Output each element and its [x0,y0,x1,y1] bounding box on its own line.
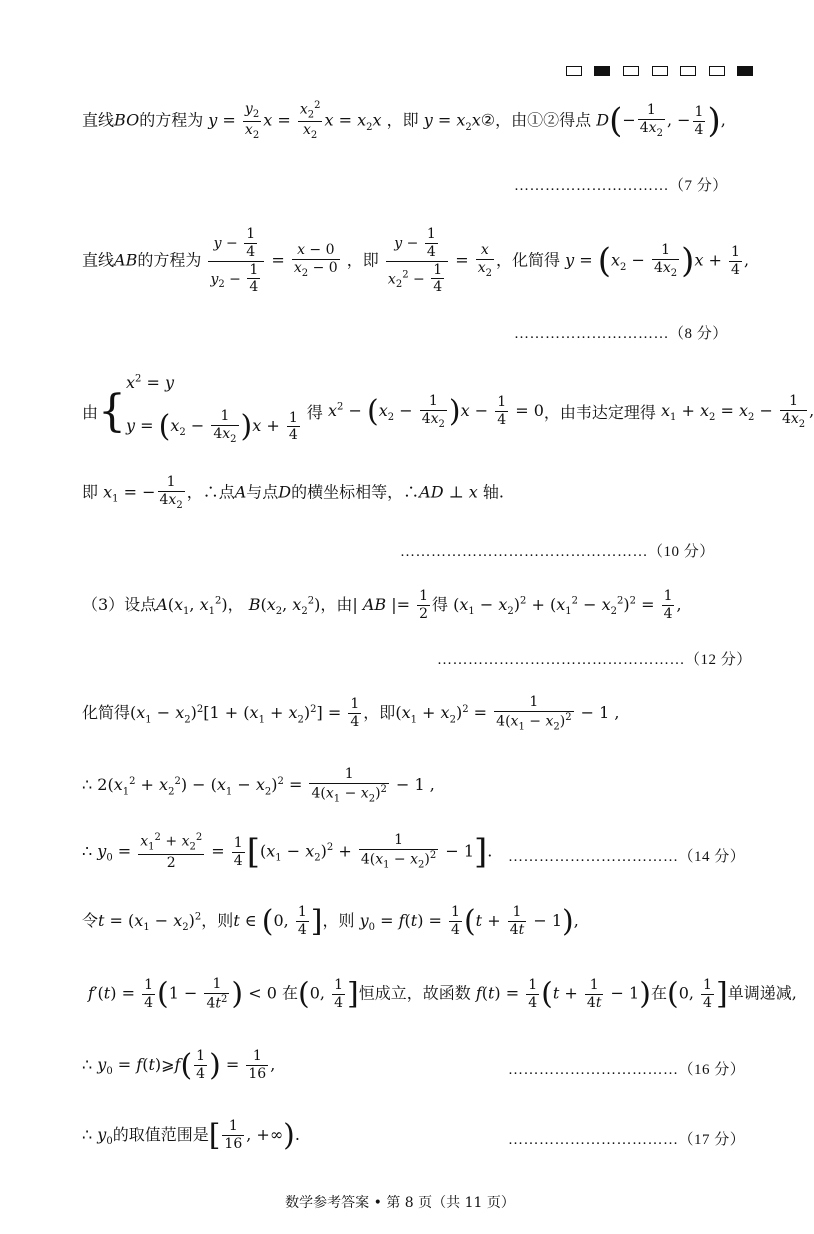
system-equation: 由{ $x^2 = y$ $y = (x_2$ − $\frac{1}{4x_2}$ )x + $\frac{1}{4}$ 得 $x^2 - (x_2$ − $\frac{1}{4x_2}$ )x − $\frac{1}{4}$ = 0，由韦达定理得 $x_1 + x_2 = x_2$ − $\frac{1}{4x_2}$ , [82,373,814,445]
line-conclusion-ad: 即 $x_1$ = − $\frac{1}{4x_2}$ ，∴点A与点D的横坐标相等，∴AD ⊥ x 轴. [82,474,504,511]
score-marker: …………………………（8 分） [514,326,728,342]
indicator-box [566,66,582,76]
derivative-line: f′(t) = $\frac{1}{4}$ (1 − $\frac{1}{4t^2}$ ) < 0 在(0, $\frac{1}{4}$ ]恒成立，故函数 f(t) = $\frac{1}{4}$ (t + $\frac{1}{4t}$ − 1)在(0, $\frac{1}{4}$ ]单调递减, [88,976,797,1012]
minimum-line: ∴ $y_0$ = f(t)⩾f( $\frac{1}{4}$ ) = $\frac{1}{16}$ , [82,1048,276,1083]
range-line: ∴ $y_0$的取值范围是[ $\frac{1}{16}$ , +∞). [82,1118,300,1153]
score-marker: ……………………………（14 分） [508,849,746,865]
substitution-line: 令$t = (x_1 - x_2)^2$，则t ∈ (0, $\frac{1}{4}$ ]，则 $y_0 = f(t)$ = $\frac{1}{4}$ (t + $\frac{1}{4t}$ − 1), [82,904,579,939]
therefore-line-y0: ∴ $y_0$ = $\frac{x_1^2 + x_2^2}{2}$ = $\frac{1}{4}$ [$(x_1 - x_2)^2$ + $\frac{1}{4(x_1 - x_2)^2}$ − 1]. [82,832,493,872]
indicator-box [594,66,610,76]
indicator-box [709,66,725,76]
score-marker: ……………………………（17 分） [508,1132,746,1148]
indicator-box [652,66,668,76]
simplify-line: 化简得$(x_1 - x_2)^2[1 + (x_1 + x_2)^2]$ = $\frac{1}{4}$ ，即$(x_1 + x_2)^2$ = $\frac{1}{4(x_1 - x_2)^2}$ − 1 , [82,694,620,733]
line-ab-equation: 直线AB的方程为 y − $\frac{1}{4}$ $y_2$ − $\frac{1}{4}$ = $\frac{x - 0}{x_2 - 0}$ ，即 y − $\frac{1}{4}$ $x_2^2$ − $\frac{1}{4}$ = $\frac{x}{x_2}$ ，化简得 $y = (x_2$ − $\frac{1}{4x_2}$ )x + $\frac{1}{4}$ , [82,226,750,296]
part3-setup: （3）设点$A(x_1$, $x_1^2$)， $B(x_2$, $x_2^2$)，由| AB |= $\frac{1}{2}$ 得 $(x_1 - x_2)^2 + (x_1^2 - x_2^2)^2$ = $\frac{1}{4}$ , [82,588,682,622]
indicator-box [680,66,696,76]
indicator-box [623,66,639,76]
score-marker: …………………………………………（12 分） [437,652,752,668]
score-marker: …………………………（7 分） [514,178,728,194]
page-footer: 数学参考答案 • 第 8 页（共 11 页） [285,1195,515,1211]
line-bo-equation: 直线BO的方程为 y = $\frac{y_2}{x_2}$ x = $\frac{x_2^2}{x_2}$ $x = x_2x$ ，即 $y = x_2x②$，由①②得点 D(− $\frac{1}{4x_2}$ , − $\frac{1}{4}$ ), [82,100,726,142]
score-marker: …………………………………………（10 分） [400,544,715,560]
therefore-line-1: ∴ $2(x_1^2 + x_2^2) - (x_1 - x_2)^2$ = $\frac{1}{4(x_1 - x_2)^2}$ − 1 , [82,766,435,805]
score-marker: ……………………………（16 分） [508,1062,746,1078]
indicator-box [737,66,753,76]
